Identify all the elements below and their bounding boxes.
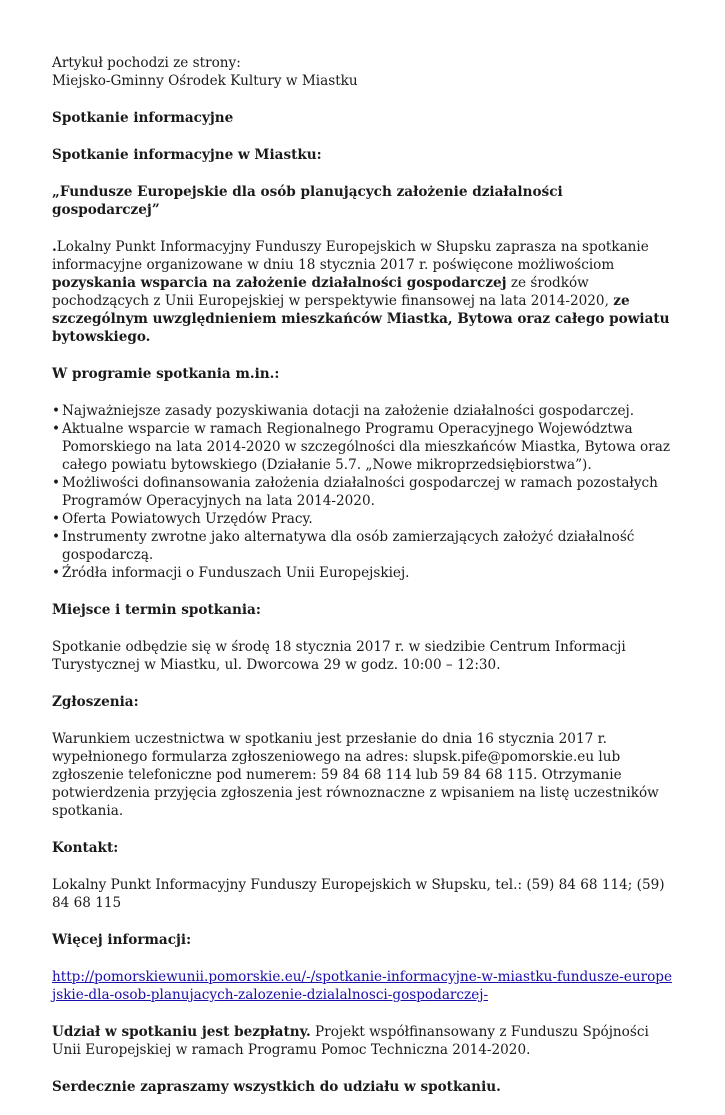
more-info-paragraph bbox=[52, 968, 672, 1004]
list-item: • Najważniejsze zasady pozyskiwania dotacji na założenie działalności gospodarczej. bbox=[52, 402, 672, 420]
source-note bbox=[52, 54, 672, 90]
contact-text: Lokalny Punkt Informacyjny Funduszy Europejskich w Słupsku, tel.: (59) 84 68 114; (59) 84 68 115 bbox=[52, 877, 665, 911]
intro-lead-dot: . bbox=[52, 239, 57, 255]
place-heading: Miejsce i termin spotkania: bbox=[52, 602, 261, 618]
intro-bold-1: pozyskania wsparcia na założenie działalności gospodarczej bbox=[52, 275, 507, 291]
list-item: • Instrumenty zwrotne jako alternatywa dla osób zamierzających założyć działalność gospodarczą. bbox=[52, 528, 672, 564]
free-paragraph bbox=[52, 1023, 672, 1059]
source-label: Artykuł pochodzi ze strony: bbox=[52, 55, 241, 71]
article bbox=[52, 54, 672, 1115]
intro-bold-2: ze szczególnym uwzględnieniem mieszkańców Miastka, Bytowa oraz całego powiatu bytowskiego. bbox=[52, 293, 670, 345]
free-bold: Udział w spotkaniu jest bezpłatny. bbox=[52, 1024, 311, 1040]
more-info-heading: Więcej informacji: bbox=[52, 932, 192, 948]
free-text: Projekt współfinansowany z Funduszu Spójności Unii Europejskiej w ramach Programu Pomoc Techniczna 2014-2020. bbox=[52, 1024, 649, 1058]
list-item: • Możliwości dofinansowania założenia działalności gospodarczej w ramach pozostałych Programów Operacyjnych na lata 2014-2020. bbox=[52, 474, 672, 510]
source-site: Miejsko-Gminny Ośrodek Kultury w Miastku bbox=[52, 73, 358, 89]
program-list bbox=[52, 402, 672, 582]
list-item: • Aktualne wsparcie w ramach Regionalnego Programu Operacyjnego Województwa Pomorskiego na lata 2014-2020 w szczególności dla mieszkańców Miastka, Bytowa oraz całego powiatu bytowskiego (Działanie 5.7. „Nowe mikroprzedsiębiorstwa”). bbox=[52, 420, 672, 474]
intro-paragraph bbox=[52, 238, 672, 346]
registration-text: Warunkiem uczestnictwa w spotkaniu jest przesłanie do dnia 16 stycznia 2017 r. wypełnionego formularza zgłoszeniowego na adres: slupsk.pife@pomorskie.eu lub zgłoszenie telefoniczne pod numerem: 59 84 68 114 lub 59 84 68 115. Otrzymanie potwierdzenia przyjęcia zgłoszenia jest równoznaczne z wpisaniem na listę uczestników spotkania. bbox=[52, 731, 659, 819]
program-heading: W programie spotkania m.in.: bbox=[52, 366, 280, 382]
registration-heading: Zgłoszenia: bbox=[52, 694, 139, 710]
list-item: • Źródła informacji o Funduszach Unii Europejskiej. bbox=[52, 564, 672, 582]
closing-text: Serdecznie zapraszamy wszystkich do udziału w spotkaniu. bbox=[52, 1079, 501, 1095]
intro-text-2: ze środków pochodzących z Unii Europejskiej w perspektywie finansowej na lata 2014-2020, bbox=[52, 275, 614, 309]
event-name: „Fundusze Europejskie dla osób planujących założenie działalności gospodarczej” bbox=[52, 184, 563, 218]
page-subtitle: Spotkanie informacyjne w Miastku: bbox=[52, 147, 322, 163]
place-text: Spotkanie odbędzie się w środę 18 stycznia 2017 r. w siedzibie Centrum Informacji Turystycznej w Miastku, ul. Dworcowa 29 w godz. 10:00 – 12:30. bbox=[52, 639, 626, 673]
page-title: Spotkanie informacyjne bbox=[52, 110, 234, 126]
contact-heading: Kontakt: bbox=[52, 840, 119, 856]
list-item: • Oferta Powiatowych Urzędów Pracy. bbox=[52, 510, 672, 528]
more-info-link[interactable]: http://pomorskiewunii.pomorskie.eu/-/spotkanie-informacyjne-w-miastku-fundusze-europejskie-dla-osob-planujacych-zalozenie-dzialalnosci-gospodarczej- bbox=[52, 969, 673, 1003]
intro-text-1: Lokalny Punkt Informacyjny Funduszy Europejskich w Słupsku zaprasza na spotkanie informacyjne organizowane w dniu 18 stycznia 2017 r. poświęcone możliwościom bbox=[52, 239, 649, 273]
